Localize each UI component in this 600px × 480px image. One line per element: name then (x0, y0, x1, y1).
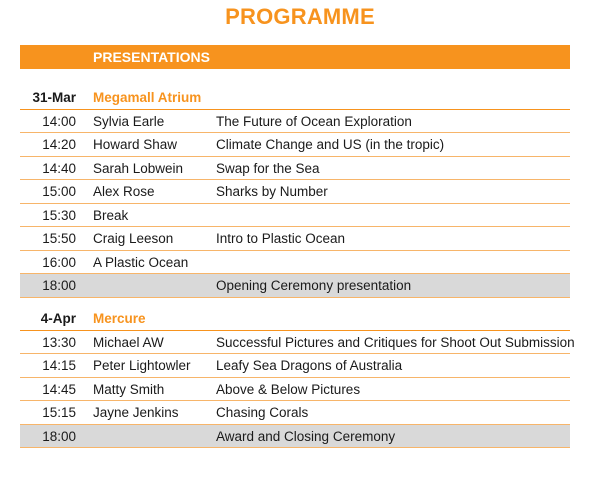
session-topic: Intro to Plastic Ocean (216, 231, 346, 246)
day-venue: Megamall Atrium (93, 90, 202, 105)
session-topic: Award and Closing Ceremony (216, 428, 396, 444)
session-time: 14:15 (42, 358, 76, 373)
session-topic: Leafy Sea Dragons of Australia (216, 358, 403, 373)
session-time: 14:20 (42, 137, 76, 152)
day-header-row (20, 86, 570, 110)
day-date: 4-Apr (40, 311, 76, 326)
session-time: 14:45 (42, 381, 76, 397)
session-topic: Swap for the Sea (216, 160, 320, 176)
section-header-bar (20, 45, 570, 69)
session-time: 14:00 (42, 113, 76, 129)
session-topic: Climate Change and US (in the tropic) (216, 137, 445, 152)
session-speaker: Sarah Lobwein (93, 160, 184, 176)
day-venue: Mercure (93, 311, 146, 326)
session-topic: Chasing Corals (216, 405, 309, 420)
day-table (20, 307, 575, 448)
session-speaker: Sylvia Earle (93, 113, 165, 129)
session-time: 15:50 (42, 231, 76, 246)
session-speaker: Break (93, 207, 129, 223)
session-row (20, 378, 570, 402)
session-row (20, 204, 570, 228)
session-speaker: Matty Smith (93, 381, 165, 397)
session-speaker: Craig Leeson (93, 231, 174, 246)
session-time: 15:00 (42, 184, 76, 199)
session-row (20, 331, 575, 355)
section-header-label: PRESENTATIONS (93, 49, 210, 65)
session-topic: Opening Ceremony presentation (216, 278, 412, 293)
session-time: 16:00 (42, 254, 76, 270)
session-topic: Above & Below Pictures (216, 381, 361, 397)
session-row (20, 401, 570, 425)
day-table (20, 86, 570, 298)
session-row (20, 354, 570, 378)
session-row (20, 110, 570, 134)
session-speaker: A Plastic Ocean (93, 254, 189, 270)
ceremony-row (20, 425, 570, 449)
session-time: 14:40 (42, 160, 76, 176)
session-row (20, 180, 570, 204)
session-time: 13:30 (42, 334, 76, 350)
session-speaker: Howard Shaw (93, 137, 178, 152)
day-date: 31-Mar (32, 90, 76, 105)
session-topic: Sharks by Number (216, 184, 328, 199)
session-speaker: Michael AW (93, 334, 164, 350)
session-time: 18:00 (42, 278, 76, 293)
session-speaker: Peter Lightowler (93, 358, 191, 373)
session-speaker: Alex Rose (93, 184, 155, 199)
session-row (20, 157, 570, 181)
page-title: PROGRAMME (225, 4, 375, 29)
day-header-row (20, 307, 570, 331)
session-row (20, 251, 570, 275)
session-time: 18:00 (42, 428, 76, 444)
session-row (20, 227, 570, 251)
session-topic: Successful Pictures and Critiques for Shoot Out Submission (216, 334, 575, 350)
session-topic: The Future of Ocean Exploration (216, 113, 412, 129)
session-row (20, 133, 570, 157)
session-time: 15:15 (42, 405, 76, 420)
session-speaker: Jayne Jenkins (93, 405, 179, 420)
ceremony-row (20, 274, 570, 298)
session-time: 15:30 (42, 207, 76, 223)
